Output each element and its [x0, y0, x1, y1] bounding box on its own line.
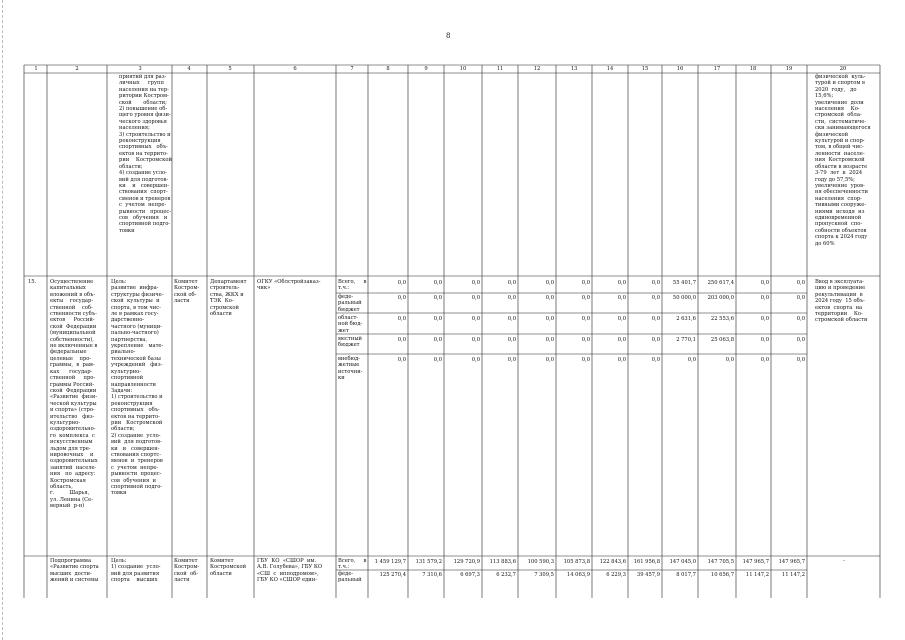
- row15-value-r1-c18: 0,0: [760, 280, 769, 286]
- row15-col5-text: Департамент строитель- ства, ЖКХ и ТЭК Ко- стромской области: [210, 279, 247, 318]
- subprog-source-federal: феде- ральный: [338, 571, 362, 584]
- row15-value-r1-c13: 0,0: [581, 280, 590, 286]
- row15-value-r4-c9: 0,0: [433, 337, 442, 343]
- row15-value-r2-c10: 0,0: [471, 295, 480, 301]
- row15-value-r1-c15: 0,0: [651, 280, 660, 286]
- subprog-value-r1-c12: 100 590,3: [527, 559, 554, 565]
- row15-value-r1-c11: 0,0: [507, 280, 516, 286]
- header-col-19: 19: [785, 66, 793, 72]
- row15-number: 15.: [28, 279, 37, 285]
- row15-value-r3-c14: 0,0: [617, 316, 626, 322]
- row15-value-r4-c16: 2 770,1: [676, 337, 696, 343]
- subprog-value-r1-c16: 147 045,0: [669, 559, 696, 565]
- row15-value-r3-c19: 0,0: [796, 316, 805, 322]
- row15-value-r5-c8: 0,0: [397, 357, 406, 363]
- row15-value-r5-c13: 0,0: [581, 357, 590, 363]
- row15-value-r1-c8: 0,0: [397, 280, 406, 286]
- subprog-value-r2-c12: 7 309,5: [534, 572, 554, 578]
- subprog-value-r1-c13: 105 873,8: [563, 559, 590, 565]
- row15-col2-text: Осуществление капитальных вложений в объ- екты государ- ственной соб- ственности субъ- ектов Россий- ской Федерации (муниципальной собственности), не включенные в федеральные целевые про- граммы, в рам- ках государ- ственной про- граммы Россий- ской Федерации «Развитие физи- ческой культуры и спорта» (стро- ительство физ- культурно- оздоровительно- го комплекса с искусственным льдом для тре- нировочных и оздоровительных занятий населе- ния по адресу: Костромская область, г. Шарья, ул. Ленина (Се- верный р-н): [50, 279, 98, 510]
- row15-value-r5-c14: 0,0: [617, 357, 626, 363]
- subprog-col4-text: Комитет Костром- ской об- ласти: [174, 558, 200, 584]
- subprog-col6-text: ГБУ КО «СШОР им. А.В. Голубева», ГБУ КО «СШ с ипподромом», ГБУ КО «СШОР един-: [257, 558, 323, 584]
- row15-source-local: местный бюджет: [338, 336, 362, 349]
- row15-value-r4-c17: 25 063,8: [710, 337, 734, 343]
- header-col-1: 1: [34, 66, 38, 72]
- row15-value-r4-c12: 0,0: [545, 337, 554, 343]
- subprog-value-r1-c17: 147 705,5: [707, 559, 734, 565]
- row15-value-r5-c17: 0,0: [725, 357, 734, 363]
- subprog-value-r2-c17: 10 656,7: [710, 572, 734, 578]
- subprog-col3-text: Цель: 1) создание усло- вий для развития спорта высших: [111, 558, 161, 584]
- row15-value-r4-c11: 0,0: [507, 337, 516, 343]
- row15-value-r5-c19: 0,0: [796, 357, 805, 363]
- subprog-value-r2-c8: 125 270,4: [379, 572, 406, 578]
- page-number: 8: [446, 32, 451, 40]
- subprog-value-r2-c15: 39 457,9: [636, 572, 660, 578]
- row15-value-r2-c15: 0,0: [651, 295, 660, 301]
- header-col-14: 14: [606, 66, 614, 72]
- header-col-20: 20: [839, 66, 847, 72]
- subprog-value-r1-c10: 129 720,9: [453, 559, 480, 565]
- row15-value-r3-c11: 0,0: [507, 316, 516, 322]
- row15-source-total: Всего, в т.ч.:: [338, 279, 367, 292]
- subprog-value-r2-c13: 14 063,9: [566, 572, 590, 578]
- row15-value-r4-c19: 0,0: [796, 337, 805, 343]
- row15-value-r4-c14: 0,0: [617, 337, 626, 343]
- row15-value-r2-c9: 0,0: [433, 295, 442, 301]
- row15-value-r2-c19: 0,0: [796, 295, 805, 301]
- row15-value-r2-c18: 0,0: [760, 295, 769, 301]
- row15-value-r3-c9: 0,0: [433, 316, 442, 322]
- header-col-5: 5: [228, 66, 232, 72]
- header-col-9: 9: [424, 66, 428, 72]
- header-col-17: 17: [713, 66, 721, 72]
- subprog-value-r2-c11: 6 232,7: [496, 572, 516, 578]
- row15-value-r5-c9: 0,0: [433, 357, 442, 363]
- header-col-11: 11: [496, 66, 504, 72]
- row15-value-r2-c17: 203 000,0: [707, 295, 734, 301]
- subprog-value-r1-c9: 131 579,2: [415, 559, 442, 565]
- row15-value-r5-c18: 0,0: [760, 357, 769, 363]
- row15-value-r3-c15: 0,0: [651, 316, 660, 322]
- row15-value-r2-c13: 0,0: [581, 295, 590, 301]
- subprog-value-r2-c10: 6 697,3: [460, 572, 480, 578]
- header-col-8: 8: [386, 66, 390, 72]
- subprog-col20-text: -: [843, 558, 845, 564]
- row15-value-r3-c10: 0,0: [471, 316, 480, 322]
- row15-value-r3-c13: 0,0: [581, 316, 590, 322]
- row15-col3-text: Цель: развитие инфра- структуры физиче- ской культуры и спорта, в том чис- ле в рамках госу- дарственно- частного (муници- пально-частного) партнерства, укрепление мате- риально- технической базы учреждений физ- культурно- спортивной направленности Задачи: 1) строительство и реконструкция спортивных объ- ектов на террито- рии Костромской области; 2) создание усло- вий для подготов- ки и совершен- ствования спортс- менов и тренеров с учетом непре- рывности процес- сов обучения и спортивной подго- товки: [111, 279, 164, 497]
- row15-value-r4-c13: 0,0: [581, 337, 590, 343]
- row15-source-extrabudget: внебюд- жетные источни- ки: [338, 356, 363, 382]
- subprog-value-r1-c18: 147 965,7: [742, 559, 769, 565]
- subprog-value-r2-c18: 11 147,2: [745, 572, 769, 578]
- row15-value-r3-c12: 0,0: [545, 316, 554, 322]
- row15-value-r4-c15: 0,0: [651, 337, 660, 343]
- row15-value-r4-c10: 0,0: [471, 337, 480, 343]
- header-col-2: 2: [75, 66, 79, 72]
- row15-value-r5-c15: 0,0: [651, 357, 660, 363]
- row15-value-r1-c17: 250 617,4: [707, 280, 734, 286]
- subprog-value-r1-c15: 161 956,8: [633, 559, 660, 565]
- row15-value-r1-c19: 0,0: [796, 280, 805, 286]
- row15-value-r5-c16: 0,0: [687, 357, 696, 363]
- header-col-12: 12: [533, 66, 541, 72]
- row15-value-r5-c11: 0,0: [507, 357, 516, 363]
- row15-value-r2-c12: 0,0: [545, 295, 554, 301]
- row15-source-regional: област- ной бюд- жет: [338, 315, 363, 334]
- subprog-value-r1-c19: 147 965,7: [778, 559, 805, 565]
- row15-value-r3-c18: 0,0: [760, 316, 769, 322]
- row15-value-r2-c16: 50 000,0: [672, 295, 696, 301]
- row15-value-r4-c18: 0,0: [760, 337, 769, 343]
- header-col-18: 18: [749, 66, 757, 72]
- header-col-3: 3: [138, 66, 142, 72]
- row15-value-r1-c14: 0,0: [617, 280, 626, 286]
- subprog-value-r1-c8: 1 459 129,7: [374, 559, 406, 565]
- row15-col4-text: Комитет Костром- ской об- ласти: [174, 279, 200, 305]
- subprog-value-r2-c16: 8 017,7: [676, 572, 696, 578]
- subprog-value-r1-c14: 122 843,6: [599, 559, 626, 565]
- row15-value-r3-c17: 22 553,6: [710, 316, 734, 322]
- row15-value-r5-c10: 0,0: [471, 357, 480, 363]
- row15-value-r3-c8: 0,0: [397, 316, 406, 322]
- header-col-10: 10: [459, 66, 467, 72]
- subprog-value-r2-c9: 7 310,6: [422, 572, 442, 578]
- subprog-col5-text: Комитет Костромской области: [210, 558, 247, 577]
- row15-value-r3-c16: 2 631,6: [676, 316, 696, 322]
- row15-value-r1-c9: 0,0: [433, 280, 442, 286]
- row15-value-r2-c14: 0,0: [617, 295, 626, 301]
- row15-value-r1-c10: 0,0: [471, 280, 480, 286]
- header-col-13: 13: [570, 66, 578, 72]
- row15-value-r4-c8: 0,0: [397, 337, 406, 343]
- row15-value-r2-c8: 0,0: [397, 295, 406, 301]
- header-col-16: 16: [676, 66, 684, 72]
- cont-col3-text: приятий для раз- личных групп населения на тер- ритории Костром- ской области; 2) повышение об- щего уровня физи- ческого здоровья населения; 3) строительство и реконструкция спортивных объ- ектов на террито- рии Костромской области; 4) создание усло- вий для подготов- ки и совершен- ствования спорт- сменов и тренеров с учетом непре- рывности процес- сов обучения и спортивной подго- товки: [119, 74, 172, 234]
- subprog-value-r2-c14: 6 229,3: [606, 572, 626, 578]
- subprog-value-r1-c11: 113 883,6: [489, 559, 516, 565]
- header-col-7: 7: [350, 66, 354, 72]
- row15-col6-text: ОГКУ «Облстройзаказ- чик»: [257, 279, 321, 292]
- header-col-6: 6: [293, 66, 297, 72]
- header-col-4: 4: [187, 66, 191, 72]
- row15-value-r2-c11: 0,0: [507, 295, 516, 301]
- subprog-col2-text: Подпрограмма «Развитие спорта высших дости- жений и системы: [50, 558, 99, 584]
- row15-col20-text: Ввод в эксплуата- цию и проведение рекультивации в 2024 году 15 объ- ектов спорта на территории Ко- стромской области: [815, 279, 868, 324]
- row15-source-federal: феде- ральный бюджет: [338, 294, 362, 313]
- header-col-15: 15: [641, 66, 649, 72]
- subprog-source-total: Всего, в т.ч.:: [338, 558, 367, 571]
- row15-value-r1-c12: 0,0: [545, 280, 554, 286]
- row15-value-r1-c16: 55 401,7: [672, 280, 696, 286]
- subprog-value-r2-c19: 11 147,2: [781, 572, 805, 578]
- row15-value-r5-c12: 0,0: [545, 357, 554, 363]
- cont-col20-text: физической куль- турой и спортом в 2020 году, до 15,6%; увеличение доли населения Ко- стромской обла- сти, систематиче- ски занимающегося физической культурой и спор- том, в общей чис- ленности населе- ния Костромской области в возрасте 3-79 лет к 2024 году до 57,5%; увеличение уров- ня обеспеченности населения спор- тивными сооруже- ниями исходя из единовременной пропускной спо- собности объектов спорта к 2024 году до 60%: [815, 74, 871, 247]
